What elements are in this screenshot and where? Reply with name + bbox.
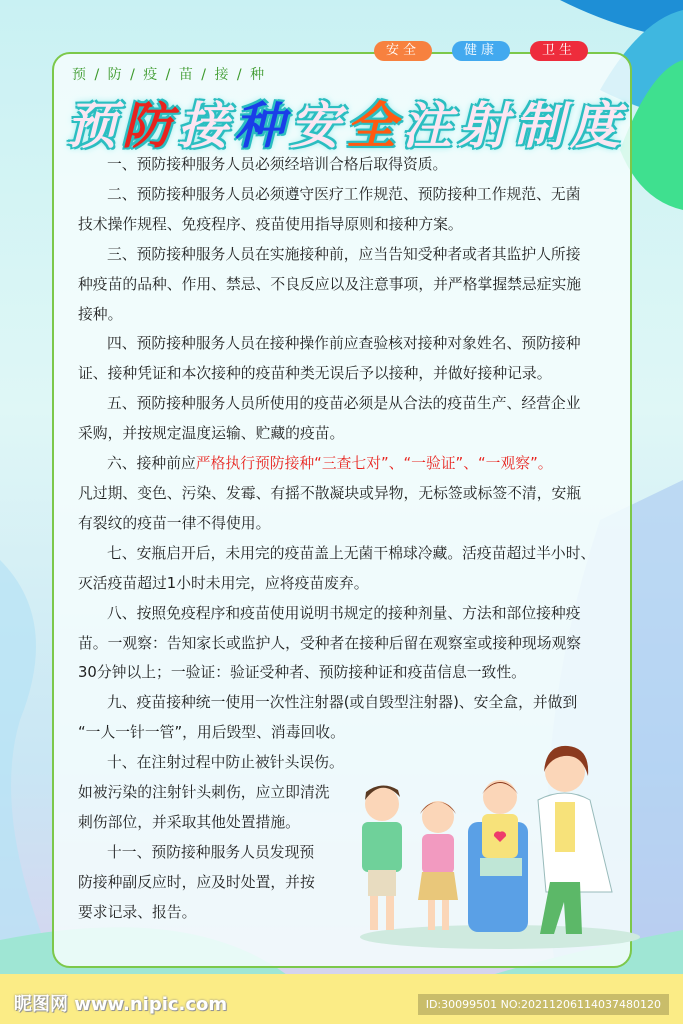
tag-hygiene: 卫生 bbox=[530, 41, 588, 61]
title-char: 接 bbox=[178, 97, 234, 155]
rule-text: 如被污染的注射针头刺伤，应立即清洗 bbox=[78, 784, 330, 802]
rule-line bbox=[78, 479, 595, 509]
rule-line bbox=[78, 180, 595, 210]
rule-text: 苗。一观察：告知家长或监护人，受种者在接种后留在观察室或接种现场观察 bbox=[78, 634, 582, 652]
rule-text: “一人一针一管”，用后毁型、消毒回收。 bbox=[78, 724, 345, 742]
rule-line bbox=[78, 300, 595, 330]
rule-text: 六、接种前应 bbox=[107, 455, 196, 473]
rule-text: 刺伤部位，并采取其他处置措施。 bbox=[78, 813, 300, 831]
rule-line bbox=[78, 270, 595, 300]
rule-text: 接种。 bbox=[78, 305, 123, 323]
title-char: 防 bbox=[122, 97, 178, 155]
title-char: 射 bbox=[458, 97, 514, 155]
rule-line bbox=[78, 539, 595, 569]
title-char: 度 bbox=[570, 97, 626, 155]
rule-text: 二、预防接种服务人员必须遵守医疗工作规范、预防接种工作规范、无菌 bbox=[107, 185, 581, 203]
rule-text: 一、预防接种服务人员必须经培训合格后取得资质。 bbox=[107, 156, 448, 173]
rule-line bbox=[78, 210, 595, 240]
rule-text: 技术操作规程、免疫程序、疫苗使用指导原则和接种方案。 bbox=[78, 215, 463, 233]
title-char: 全 bbox=[346, 97, 402, 155]
rule-line bbox=[78, 419, 595, 449]
rule-text: 八、按照免疫程序和疫苗使用说明书规定的接种剂量、方法和部位接种疫 bbox=[107, 604, 581, 622]
rule-line bbox=[78, 359, 595, 389]
title-char: 注 bbox=[402, 97, 458, 155]
rule-line bbox=[78, 688, 595, 718]
rule-text: 30分钟以上；一验证：验证受种者、预防接种证和疫苗信息一致性。 bbox=[78, 664, 526, 682]
rule-text: 三、预防接种服务人员在实施接种前，应当告知受种者或者其监护人所接 bbox=[107, 245, 581, 263]
title-char: 安 bbox=[290, 97, 346, 155]
rule-text: 五、预防接种服务人员所使用的疫苗必须是从合法的疫苗生产、经营企业 bbox=[107, 395, 581, 413]
rule-line bbox=[78, 599, 595, 629]
rule-text: 要求记录、报告。 bbox=[78, 903, 197, 921]
rule-line bbox=[78, 329, 595, 359]
watermark-logo: 昵图网 www.nipic.com bbox=[14, 994, 228, 1015]
rule-line bbox=[78, 629, 595, 659]
rule-text: 防接种副反应时，应及时处置，并按 bbox=[78, 873, 315, 891]
rule-text: 灭活疫苗超过1小时未用完，应将疫苗废弃。 bbox=[78, 574, 369, 592]
rule-line bbox=[78, 569, 595, 599]
rule-text: 七、安瓶启开后，未用完的疫苗盖上无菌干棉球冷藏。活疫苗超过半小时、 bbox=[107, 544, 596, 562]
rule-text: 十一、预防接种服务人员发现预 bbox=[107, 843, 315, 861]
rule-line bbox=[78, 240, 595, 270]
rule-text: 九、疫苗接种统一使用一次性注射器(或自毁型注射器)、安全盒，并做到 bbox=[107, 694, 578, 712]
rule-text: 四、预防接种服务人员在接种操作前应查验核对接种对象姓名、预防接种 bbox=[107, 335, 581, 353]
rule-text: 十、在注射过程中防止被针头误伤。 bbox=[107, 754, 344, 772]
rule-line bbox=[78, 150, 595, 180]
title-char: 制 bbox=[514, 97, 570, 155]
title-char: 预 bbox=[66, 97, 122, 155]
rule-line bbox=[78, 509, 595, 539]
rule-text: 凡过期、变色、污染、发霉、有摇不散凝块或异物，无标签或标签不清，安瓶 bbox=[78, 484, 582, 502]
tag-safety: 安全 bbox=[374, 41, 432, 61]
tag-group bbox=[374, 41, 588, 61]
rule-text: 证、接种凭证和本次接种的疫苗种类无误后予以接种，并做好接种记录。 bbox=[78, 365, 552, 383]
rule-line bbox=[78, 389, 595, 419]
watermark-id: ID:30099501 NO:20211206114037480120 bbox=[418, 994, 669, 1015]
rule-text: 采购，并按规定温度运输、贮藏的疫苗。 bbox=[78, 425, 345, 443]
rule-line bbox=[78, 658, 595, 688]
highlight-text: 严格执行预防接种“三查七对”、“一验证”、“一观察”。 bbox=[195, 455, 553, 473]
doctor-children-illustration bbox=[350, 742, 640, 952]
rule-text: 有裂纹的疫苗一律不得使用。 bbox=[78, 514, 271, 532]
page-title bbox=[66, 86, 626, 158]
rule-text: 种疫苗的品种、作用、禁忌、不良反应以及注意事项，并严格掌握禁忌症实施 bbox=[78, 275, 582, 293]
title-char: 种 bbox=[234, 97, 290, 155]
subtitle: 预 / 防 / 疫 / 苗 / 接 / 种 bbox=[72, 67, 267, 83]
rule-line bbox=[78, 449, 595, 479]
tag-health: 健康 bbox=[452, 41, 510, 61]
